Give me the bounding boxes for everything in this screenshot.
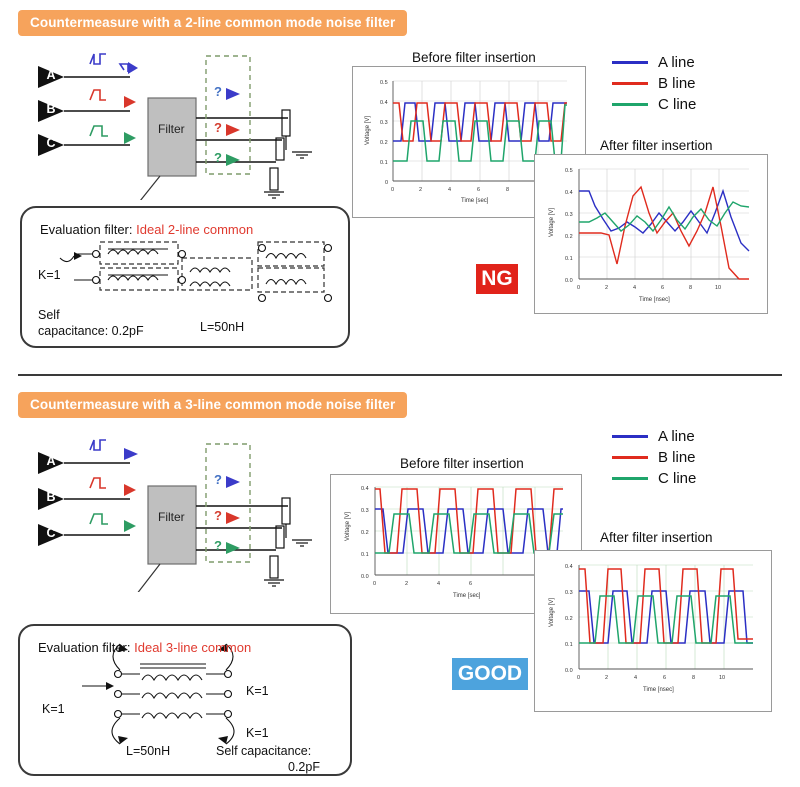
chart-title-before-two-line: Before filter insertion <box>412 50 536 65</box>
chart-after-three-line <box>534 550 772 712</box>
inductance-label-three-line: L=50nH <box>126 744 171 758</box>
evaluation-filter-callout-two-line <box>20 206 350 348</box>
svg-text:0: 0 <box>373 581 377 587</box>
svg-text:0: 0 <box>385 180 389 186</box>
svg-text:0.1: 0.1 <box>565 256 573 262</box>
svg-text:2: 2 <box>605 285 609 291</box>
svg-text:0.1: 0.1 <box>565 642 573 648</box>
svg-text:0.3: 0.3 <box>565 212 573 218</box>
svg-text:0.0: 0.0 <box>565 668 573 674</box>
k-value-label-two-line: K=1 <box>38 268 61 282</box>
question-mark-b: ? <box>214 120 222 135</box>
svg-text:0.2: 0.2 <box>361 530 369 536</box>
svg-text:0.5: 0.5 <box>565 168 573 174</box>
svg-text:2: 2 <box>419 187 423 193</box>
legend-two-line <box>612 52 696 115</box>
svg-text:Time [nsec]: Time [nsec] <box>643 687 674 693</box>
svg-text:0.2: 0.2 <box>380 140 388 146</box>
chart-title-after-three-line: After filter insertion <box>600 530 713 545</box>
self-capacitance-label-3-line2: 0.2pF <box>288 760 320 774</box>
question-mark-a: ? <box>214 84 222 99</box>
line-label-a: A <box>46 68 56 82</box>
svg-text:8: 8 <box>689 285 693 291</box>
svg-text:2: 2 <box>605 675 609 681</box>
legend-three-line <box>612 426 696 489</box>
svg-text:4: 4 <box>437 581 441 587</box>
circuit-diagram-two-line <box>20 40 330 200</box>
filter-box-label: Filter <box>158 122 185 136</box>
svg-text:0.0: 0.0 <box>565 278 573 284</box>
evaluation-filter-title-value-3: Ideal 3-line common <box>134 640 252 655</box>
svg-text:6: 6 <box>469 581 473 587</box>
question-mark-b-3: ? <box>214 508 222 523</box>
svg-text:10: 10 <box>715 285 722 291</box>
line-label-b-3: B <box>46 490 56 504</box>
self-capacitance-label-3-line1: Self capacitance: <box>216 744 312 758</box>
svg-text:4: 4 <box>448 187 452 193</box>
filter-box-label-3: Filter <box>158 510 185 524</box>
svg-text:6: 6 <box>663 675 667 681</box>
panel-title-three-line: Countermeasure with a 3-line common mode noise filter <box>18 392 407 418</box>
evaluation-filter-title-prefix-3: Evaluation filter: <box>38 640 131 655</box>
svg-text:8: 8 <box>692 675 696 681</box>
question-mark-c: ? <box>214 150 222 165</box>
legend-swatch-a-line-3 <box>612 435 648 438</box>
line-label-b: B <box>46 102 56 116</box>
legend-label-c-line-3: C line <box>658 470 697 487</box>
verdict-badge-good: GOOD <box>452 658 528 690</box>
svg-text:0.3: 0.3 <box>361 508 369 514</box>
evaluation-filter-title-prefix: Evaluation filter: <box>40 222 133 237</box>
circuit-svg-two-line <box>20 40 330 200</box>
svg-text:0: 0 <box>391 187 395 193</box>
svg-text:6: 6 <box>661 285 665 291</box>
svg-text:4: 4 <box>633 285 637 291</box>
legend-swatch-c-line <box>612 103 648 106</box>
svg-text:Voltage [V]: Voltage [V] <box>549 207 555 237</box>
svg-text:0: 0 <box>577 675 581 681</box>
svg-text:0.3: 0.3 <box>380 120 388 126</box>
chart-title-after-two-line: After filter insertion <box>600 138 713 153</box>
svg-text:0.5: 0.5 <box>380 80 388 86</box>
svg-text:0.2: 0.2 <box>565 234 573 240</box>
legend-swatch-c-line-3 <box>612 477 648 480</box>
svg-text:0.4: 0.4 <box>565 564 573 570</box>
svg-text:0.1: 0.1 <box>380 160 388 166</box>
svg-text:4: 4 <box>634 675 638 681</box>
verdict-badge-ng: NG <box>476 264 518 294</box>
self-capacitance-label-line1: Self <box>38 308 60 322</box>
svg-text:0: 0 <box>577 285 581 291</box>
question-mark-a-3: ? <box>214 472 222 487</box>
legend-label-a-line: A line <box>658 54 695 71</box>
panel-three-line-filter <box>0 378 800 787</box>
svg-text:2: 2 <box>405 581 409 587</box>
svg-text:6: 6 <box>477 187 481 193</box>
evaluation-filter-title-three-line <box>38 640 251 655</box>
question-mark-c-3: ? <box>214 538 222 553</box>
svg-text:0.2: 0.2 <box>565 616 573 622</box>
panel-title-two-line: Countermeasure with a 2-line common mode noise filter <box>18 10 407 36</box>
legend-item-c-line <box>612 94 696 115</box>
svg-text:8: 8 <box>506 187 510 193</box>
svg-text:0.3: 0.3 <box>565 590 573 596</box>
svg-text:0.1: 0.1 <box>361 552 369 558</box>
svg-text:Voltage [V]: Voltage [V] <box>365 115 371 145</box>
legend-item-b-line <box>612 73 696 94</box>
chart-title-before-three-line: Before filter insertion <box>400 456 524 471</box>
svg-text:0.0: 0.0 <box>361 574 369 580</box>
legend-label-a-line-3: A line <box>658 428 695 445</box>
svg-text:Time [sec]: Time [sec] <box>461 198 489 204</box>
k-value-label-right-top: K=1 <box>246 684 269 698</box>
line-label-a-3: A <box>46 454 56 468</box>
legend-label-b-line: B line <box>658 75 696 92</box>
legend-item-b-line-3 <box>612 447 696 468</box>
legend-label-c-line: C line <box>658 96 697 113</box>
svg-text:0.4: 0.4 <box>380 100 388 106</box>
line-label-c: C <box>46 136 56 150</box>
svg-text:0.4: 0.4 <box>565 190 573 196</box>
legend-swatch-b-line-3 <box>612 456 648 459</box>
svg-text:Time [nsec]: Time [nsec] <box>639 297 670 303</box>
self-capacitance-label-line2: capacitance: 0.2pF <box>38 324 144 338</box>
legend-item-c-line-3 <box>612 468 696 489</box>
svg-text:0.4: 0.4 <box>361 486 369 492</box>
panel-divider <box>18 374 782 376</box>
legend-swatch-a-line <box>612 61 648 64</box>
evaluation-filter-title-two-line <box>40 222 253 237</box>
k-value-label-right-bottom: K=1 <box>246 726 269 740</box>
evaluation-filter-callout-three-line <box>18 624 352 776</box>
legend-item-a-line <box>612 52 696 73</box>
svg-text:Voltage [V]: Voltage [V] <box>345 511 351 541</box>
svg-text:Time [sec]: Time [sec] <box>453 593 481 599</box>
inductance-label-two-line: L=50nH <box>200 320 245 334</box>
k-value-label-left: K=1 <box>42 702 65 716</box>
legend-swatch-b-line <box>612 82 648 85</box>
svg-text:Voltage [V]: Voltage [V] <box>549 597 555 627</box>
circuit-svg-three-line <box>20 422 330 592</box>
legend-label-b-line-3: B line <box>658 449 696 466</box>
chart-after-two-line <box>534 154 768 314</box>
panel-two-line-filter <box>0 0 800 378</box>
line-label-c-3: C <box>46 526 56 540</box>
circuit-diagram-three-line <box>20 422 330 592</box>
svg-text:10: 10 <box>719 675 726 681</box>
legend-item-a-line-3 <box>612 426 696 447</box>
evaluation-filter-title-value: Ideal 2-line common <box>136 222 254 237</box>
